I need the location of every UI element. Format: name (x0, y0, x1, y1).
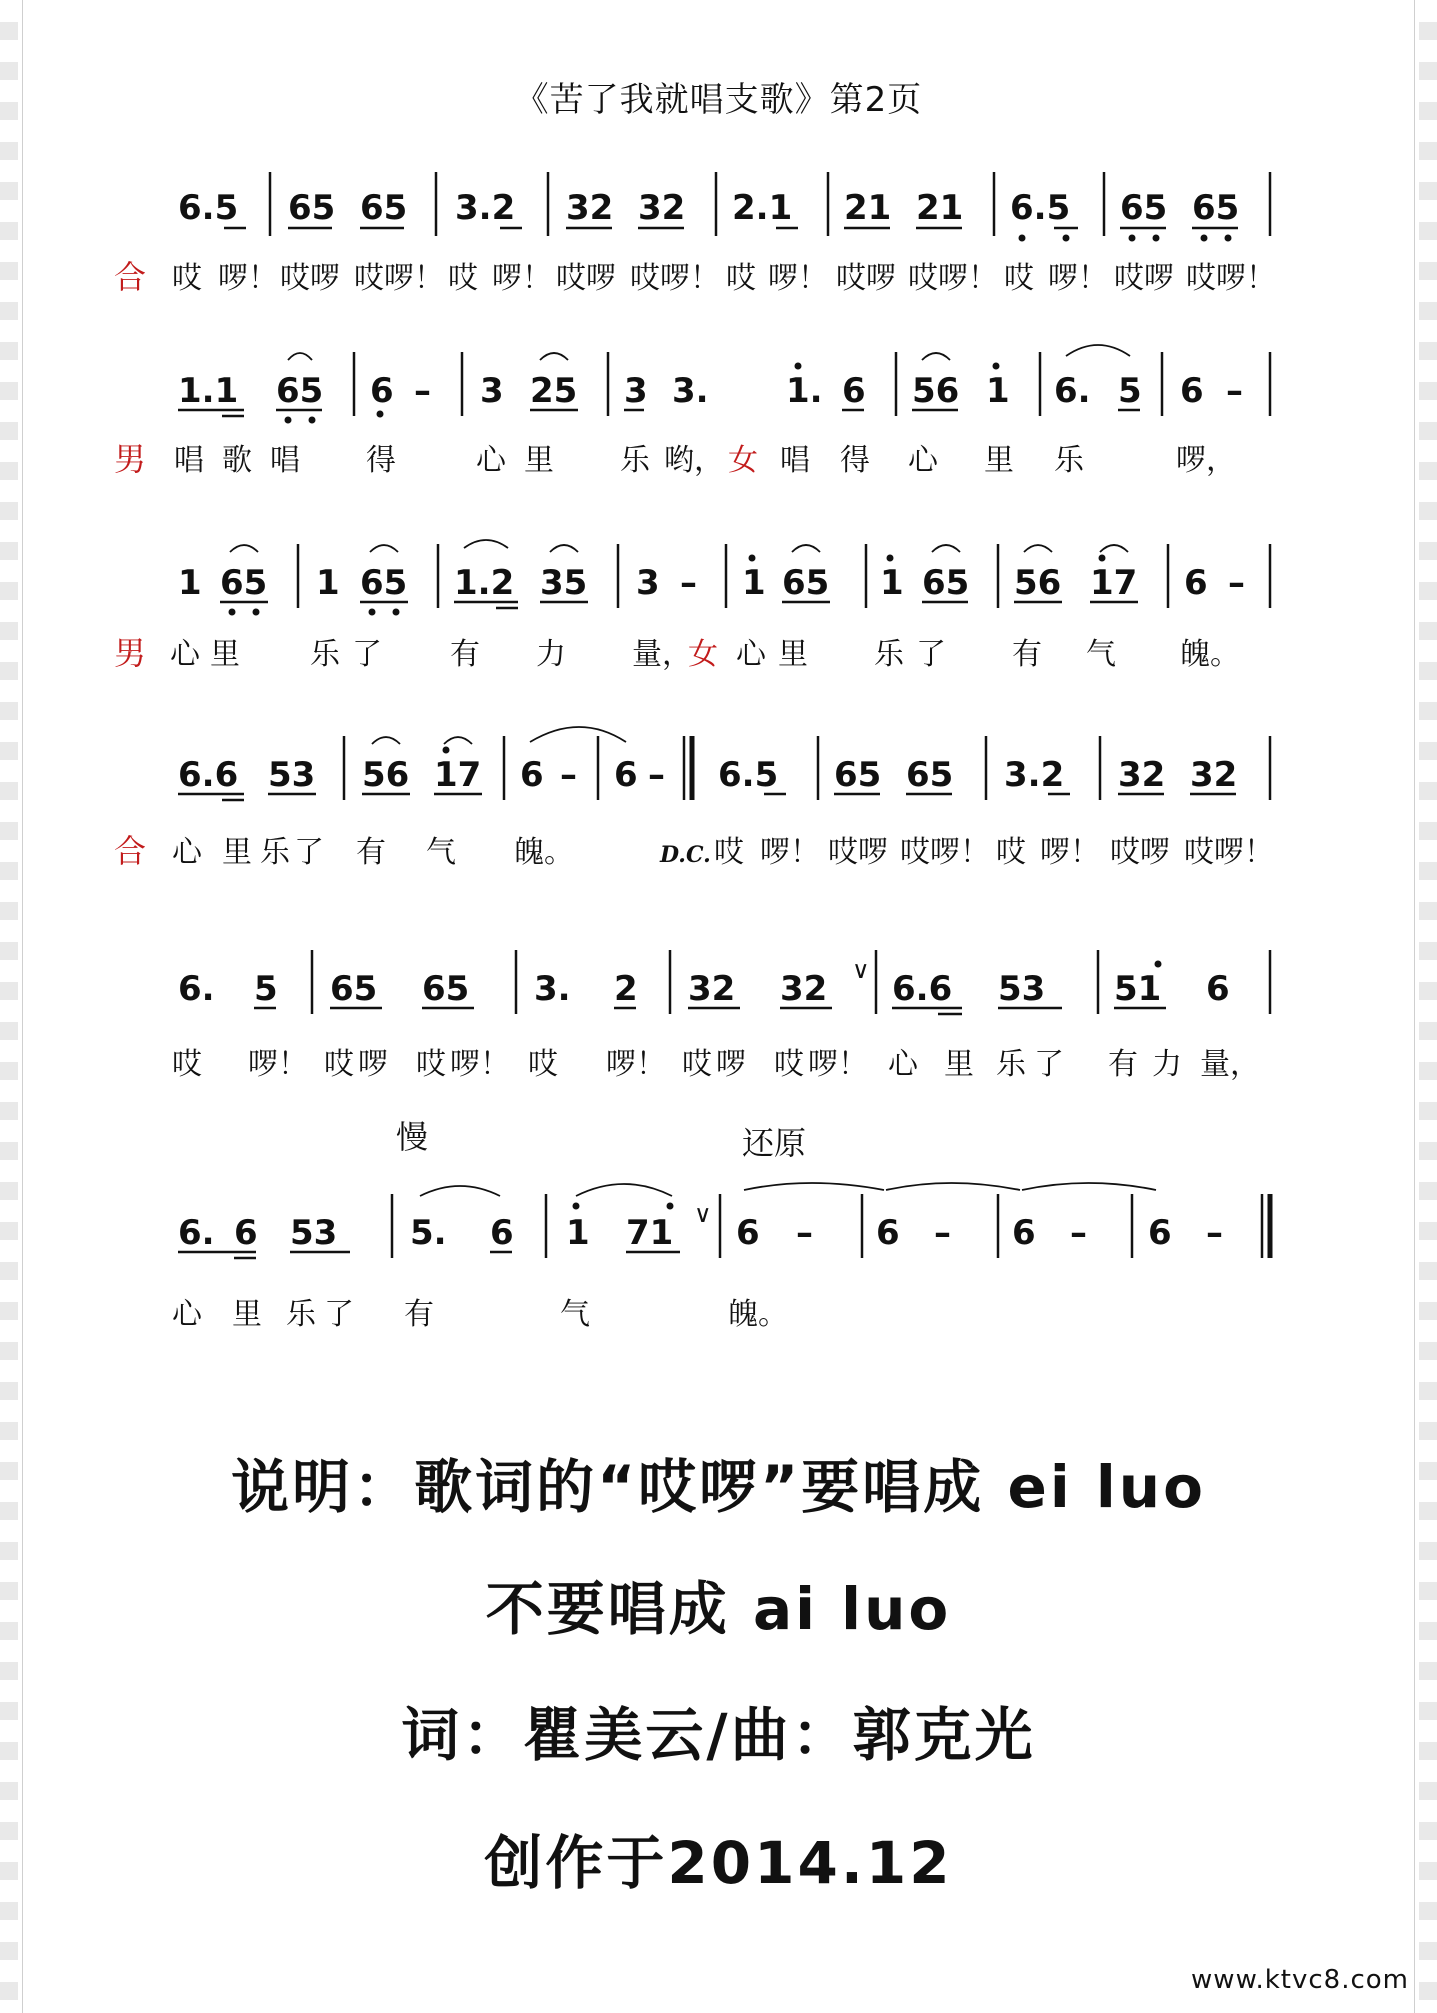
svg-text:哎啰: 哎啰 (1114, 261, 1174, 296)
row3-lyrics-female (736, 637, 1240, 672)
svg-text:乐: 乐 (1054, 443, 1084, 478)
svg-text:哎: 哎 (996, 835, 1026, 870)
svg-text:5.: 5. (410, 1213, 447, 1253)
svg-text:6: 6 (1184, 563, 1208, 603)
svg-text:心: 心 (172, 835, 202, 870)
svg-text:里: 里 (210, 637, 240, 672)
svg-text:1.1: 1.1 (178, 371, 239, 411)
svg-text:17: 17 (1090, 563, 1138, 603)
page-title: 《苦了我就唱支歌》第2页 (514, 80, 923, 120)
svg-text:∨: ∨ (852, 956, 870, 984)
svg-text:71: 71 (626, 1213, 674, 1253)
pronunciation-note-continued: 不要唱成 ai luo (485, 1575, 952, 1643)
svg-text:哎: 哎 (1004, 261, 1034, 296)
svg-text:1: 1 (316, 563, 340, 603)
row6-lyrics (172, 1297, 788, 1332)
svg-text:哟，: 哟， (664, 443, 724, 478)
row1-role-chorus: 合 (114, 258, 147, 296)
pronunciation-note: 说明：歌词的“哎啰”要唱成 ei luo (231, 1453, 1206, 1521)
svg-text:力: 力 (1152, 1047, 1182, 1082)
svg-text:哎: 哎 (774, 1047, 804, 1082)
svg-text:53: 53 (268, 755, 316, 795)
svg-text:气: 气 (560, 1297, 590, 1332)
svg-text:3: 3 (480, 371, 504, 411)
svg-text:3.2: 3.2 (1004, 755, 1065, 795)
svg-text:56: 56 (912, 371, 960, 411)
svg-text:心: 心 (908, 443, 938, 478)
row2-role-male: 男 (114, 440, 147, 478)
score-row-4 (114, 727, 1274, 870)
svg-text:哎: 哎 (726, 261, 756, 296)
svg-text:哎啰: 哎啰 (828, 835, 888, 870)
svg-text:啰！: 啰！ (492, 261, 552, 296)
row3-role-male: 男 (114, 634, 147, 672)
svg-text:53: 53 (290, 1213, 338, 1253)
svg-text:哎啰！: 哎啰！ (1184, 835, 1274, 870)
svg-text:65: 65 (330, 969, 378, 1009)
svg-text:6: 6 (1206, 969, 1230, 1009)
svg-text:得: 得 (366, 443, 396, 478)
svg-text:量，: 量， (1200, 1047, 1260, 1082)
svg-text:里: 里 (944, 1047, 974, 1082)
svg-text:1: 1 (178, 563, 202, 603)
svg-text:乐: 乐 (874, 637, 904, 672)
svg-text:6: 6 (1148, 1213, 1172, 1253)
dc-marking: D.C. (660, 842, 711, 868)
svg-text:65: 65 (422, 969, 470, 1009)
svg-text:哎啰: 哎啰 (280, 261, 340, 296)
svg-text:哎: 哎 (714, 835, 744, 870)
svg-text:32: 32 (566, 188, 614, 228)
svg-text:啰！: 啰！ (1040, 835, 1100, 870)
svg-text:–: – (1228, 563, 1245, 603)
svg-text:6: 6 (736, 1213, 760, 1253)
svg-text:6.5: 6.5 (178, 188, 239, 228)
svg-text:啰！: 啰！ (760, 835, 820, 870)
svg-text:65: 65 (1120, 188, 1168, 228)
svg-text:哎啰: 哎啰 (556, 261, 616, 296)
svg-text:65: 65 (220, 563, 268, 603)
svg-text:啰，: 啰， (1176, 443, 1236, 478)
row2-notes (178, 345, 1270, 424)
svg-text:魄。: 魄。 (514, 835, 574, 870)
svg-text:了: 了 (294, 835, 324, 870)
svg-text:6: 6 (1180, 371, 1204, 411)
svg-text:–: – (796, 1213, 813, 1253)
svg-text:唱: 唱 (780, 443, 810, 478)
svg-text:得: 得 (840, 443, 870, 478)
svg-text:了: 了 (1034, 1047, 1064, 1082)
row5-lyrics (172, 1047, 1260, 1082)
score-row-2 (114, 345, 1270, 478)
svg-text:量，: 量， (632, 637, 692, 672)
svg-text:1: 1 (986, 371, 1010, 411)
svg-text:里: 里 (778, 637, 808, 672)
row5-notes (178, 950, 1270, 1014)
svg-text:里: 里 (222, 835, 252, 870)
svg-text:哎啰！: 哎啰！ (354, 261, 444, 296)
row1-lyrics (172, 261, 1276, 296)
svg-text:心: 心 (172, 1297, 202, 1332)
svg-text:哎: 哎 (172, 261, 202, 296)
svg-text:6.: 6. (178, 969, 215, 1009)
svg-text:32: 32 (1190, 755, 1238, 795)
svg-text:6.5: 6.5 (718, 755, 779, 795)
svg-text:17: 17 (434, 755, 482, 795)
svg-text:力: 力 (536, 637, 566, 672)
creation-date: 创作于2014.12 (484, 1829, 953, 1897)
svg-text:了: 了 (352, 637, 382, 672)
score-row-5 (172, 950, 1270, 1082)
svg-text:啰！: 啰！ (218, 261, 278, 296)
svg-text:啰: 啰 (358, 1047, 388, 1082)
credits-line: 词：瞿美云/曲：郭克光 (401, 1701, 1036, 1769)
svg-text:有: 有 (450, 637, 480, 672)
svg-text:–: – (648, 755, 665, 795)
svg-text:啰！: 啰！ (606, 1047, 666, 1082)
svg-text:65: 65 (360, 188, 408, 228)
row1-notes (178, 172, 1270, 242)
svg-text:哎啰！: 哎啰！ (908, 261, 998, 296)
svg-text:3.: 3. (672, 371, 709, 411)
svg-text:有: 有 (1012, 637, 1042, 672)
svg-text:6: 6 (842, 371, 866, 411)
svg-text:–: – (1206, 1213, 1223, 1253)
svg-text:3.2: 3.2 (455, 188, 516, 228)
svg-text:心: 心 (888, 1047, 918, 1082)
svg-text:哎啰！: 哎啰！ (1186, 261, 1276, 296)
svg-text:3: 3 (636, 563, 660, 603)
svg-text:乐: 乐 (620, 443, 650, 478)
svg-text:心: 心 (170, 637, 200, 672)
svg-text:6: 6 (234, 1213, 258, 1253)
svg-text:哎啰！: 哎啰！ (630, 261, 720, 296)
site-watermark: www.ktvc8.com (1191, 1965, 1409, 1995)
svg-text:乐: 乐 (996, 1047, 1026, 1082)
svg-text:有: 有 (404, 1297, 434, 1332)
score-row-3 (114, 540, 1270, 672)
svg-text:21: 21 (844, 188, 892, 228)
svg-text:21: 21 (916, 188, 964, 228)
svg-text:乐: 乐 (260, 835, 290, 870)
svg-text:心: 心 (476, 443, 506, 478)
svg-text:5: 5 (254, 969, 278, 1009)
svg-text:啰！: 啰！ (248, 1047, 308, 1082)
svg-text:35: 35 (540, 563, 588, 603)
svg-text:–: – (1070, 1213, 1087, 1253)
svg-text:啰！: 啰！ (768, 261, 828, 296)
svg-text:32: 32 (638, 188, 686, 228)
svg-text:6: 6 (490, 1213, 514, 1253)
row3-notes (178, 540, 1270, 616)
svg-text:1.: 1. (786, 371, 823, 411)
svg-text:1: 1 (566, 1213, 590, 1253)
row4-lyrics-a (172, 835, 574, 870)
svg-text:53: 53 (998, 969, 1046, 1009)
svg-text:气: 气 (1086, 637, 1116, 672)
svg-text:了: 了 (916, 637, 946, 672)
svg-text:啰！: 啰！ (450, 1047, 510, 1082)
svg-text:6.6: 6.6 (178, 755, 239, 795)
svg-text:6: 6 (370, 371, 394, 411)
svg-text:6: 6 (1012, 1213, 1036, 1253)
row3-lyrics-male (170, 637, 692, 672)
svg-text:乐: 乐 (286, 1297, 316, 1332)
svg-text:–: – (414, 371, 431, 411)
svg-text:里: 里 (524, 443, 554, 478)
svg-text:乐: 乐 (310, 637, 340, 672)
svg-text:1: 1 (880, 563, 904, 603)
svg-text:魄。: 魄。 (728, 1297, 788, 1332)
score-row-6 (172, 1118, 1270, 1332)
svg-text:65: 65 (834, 755, 882, 795)
svg-text:5: 5 (1118, 371, 1142, 411)
svg-text:3.: 3. (534, 969, 571, 1009)
svg-text:3: 3 (624, 371, 648, 411)
svg-text:气: 气 (426, 835, 456, 870)
svg-text:65: 65 (906, 755, 954, 795)
svg-text:了: 了 (324, 1297, 354, 1332)
svg-text:哎啰: 哎啰 (836, 261, 896, 296)
svg-text:6.: 6. (178, 1213, 215, 1253)
row4-lyrics-b (714, 835, 1274, 870)
svg-text:哎啰: 哎啰 (1110, 835, 1170, 870)
svg-text:2: 2 (614, 969, 638, 1009)
svg-text:啰！: 啰！ (808, 1047, 868, 1082)
svg-text:56: 56 (362, 755, 410, 795)
svg-text:32: 32 (780, 969, 828, 1009)
svg-text:哎: 哎 (528, 1047, 558, 1082)
svg-text:2.1: 2.1 (732, 188, 793, 228)
svg-text:32: 32 (688, 969, 736, 1009)
svg-text:1.2: 1.2 (454, 563, 515, 603)
svg-text:–: – (560, 755, 577, 795)
svg-text:–: – (1226, 371, 1243, 411)
svg-text:25: 25 (530, 371, 578, 411)
row2-lyrics-male (174, 443, 724, 478)
svg-text:有: 有 (1108, 1047, 1138, 1082)
svg-text:6: 6 (876, 1213, 900, 1253)
svg-text:–: – (680, 563, 697, 603)
svg-text:有: 有 (356, 835, 386, 870)
row2-role-female: 女 (728, 443, 758, 478)
svg-text:65: 65 (360, 563, 408, 603)
svg-text:65: 65 (288, 188, 336, 228)
tempo-slow-marking: 慢 (396, 1118, 429, 1156)
svg-text:65: 65 (922, 563, 970, 603)
svg-text:6.5: 6.5 (1010, 188, 1071, 228)
svg-text:6: 6 (520, 755, 544, 795)
svg-text:里: 里 (984, 443, 1014, 478)
svg-text:6.: 6. (1054, 371, 1091, 411)
svg-text:56: 56 (1014, 563, 1062, 603)
svg-text:哎: 哎 (682, 1047, 712, 1082)
svg-text:歌: 歌 (222, 443, 252, 478)
svg-text:6: 6 (614, 755, 638, 795)
svg-text:哎: 哎 (448, 261, 478, 296)
svg-text:魄。: 魄。 (1180, 637, 1240, 672)
svg-text:6.6: 6.6 (892, 969, 953, 1009)
svg-text:唱: 唱 (174, 443, 204, 478)
svg-text:哎啰！: 哎啰！ (900, 835, 990, 870)
row4-notes (178, 727, 1270, 800)
svg-text:唱: 唱 (270, 443, 300, 478)
tempo-return-marking: 还原 (742, 1124, 807, 1162)
svg-text:啰: 啰 (716, 1047, 746, 1082)
score-row-1 (114, 172, 1276, 296)
svg-text:∨: ∨ (694, 1200, 712, 1228)
row3-role-female: 女 (688, 637, 718, 672)
svg-text:1: 1 (742, 563, 766, 603)
svg-text:心: 心 (736, 637, 766, 672)
svg-text:哎: 哎 (324, 1047, 354, 1082)
svg-text:–: – (934, 1213, 951, 1253)
row6-notes (178, 1183, 1270, 1258)
svg-text:51: 51 (1114, 969, 1162, 1009)
svg-text:65: 65 (782, 563, 830, 603)
svg-text:65: 65 (276, 371, 324, 411)
row2-lyrics-female (780, 443, 1236, 478)
svg-text:里: 里 (232, 1297, 262, 1332)
svg-text:65: 65 (1192, 188, 1240, 228)
svg-text:哎: 哎 (416, 1047, 446, 1082)
svg-text:哎: 哎 (172, 1047, 202, 1082)
row4-role-chorus: 合 (114, 832, 147, 870)
svg-text:32: 32 (1118, 755, 1166, 795)
svg-text:啰！: 啰！ (1048, 261, 1108, 296)
